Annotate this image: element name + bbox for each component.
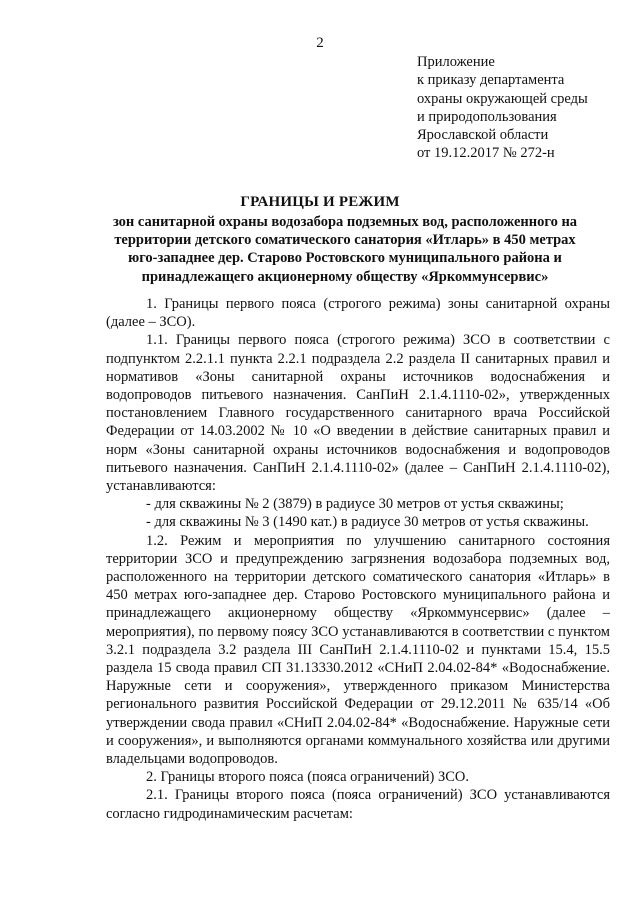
- paragraph: 2. Границы второго пояса (пояса ограничений) ЗСО.: [146, 769, 470, 786]
- paragraph: 1.1. Границы первого пояса (строгого режима) ЗСО в соответствии с подпунктом 2.2.1.1 пункта 2.2.1 подраздела 2.2 раздела II санитарных правил и нормативов «Зоны санитарной охраны источников водоснабжения и водопроводов питьевого назначения. СанПиН 2.1.4.1110-02», утвержденных постановлением Главного государственного санитарного врача Российской Федерации от 14.03.2002 № 10 «О введении в действие санитарных правил и норм «Зоны санитарной охраны источников водоснабжения и водопроводов питьевого назначения. СанПиН 2.1.4.1110-02» (далее – СанПиН 2.1.4.1110-02), устанавливаются:: [106, 332, 610, 495]
- list-item: - для скважины № 2 (3879) в радиусе 30 метров от устья скважины;: [146, 496, 564, 513]
- paragraph: 1.2. Режим и мероприятия по улучшению санитарного состояния территории ЗСО и предупреждению загрязнения водозабора подземных вод, расположенного на территории детского соматического санатория «Итларь» в 450 метрах юго-западнее дер. Старово Ростовского муниципального района и принадлежащего акционерному обществу «Яркоммунсервис» (далее – мероприятия), по первому поясу ЗСО устанавливаются в соответствии с пунктом 3.2.1 подраздела 3.2 раздела III СанПиН 2.1.4.1110-02 и пунктами 15.4, 15.5 раздела 15 свода правил СП 31.13330.2012 «СНиП 2.04.02-84* «Водоснабжение. Наружные сети и сооружения», утвержденного приказом Министерства регионального развития Российской Федерации от 29.12.2011 № 635/14 «Об утверждении свода правил «СНиП 2.04.02-84* «Водоснабжение. Наружные сети и сооружения», и выполняются органами коммунального хозяйства или другими владельцами водопроводов.: [106, 532, 610, 768]
- appendix-header: [417, 53, 632, 163]
- document-subtitle: зон санитарной охраны водозабора подземных вод, расположенного на территории детского соматического санатория «Итларь» в 450 метрах юго-западнее дер. Старово Ростовского муниципального района и принадлежащего акционерному обществу «Яркоммунсервис»: [112, 214, 578, 285]
- appendix-line: Приложение: [417, 54, 495, 70]
- paragraph: 2.1. Границы второго пояса (пояса ограничений) ЗСО устанавливаются согласно гидродинамическим расчетам:: [106, 787, 610, 822]
- appendix-line: от 19.12.2017 № 272-н: [417, 145, 555, 162]
- appendix-line: и природопользования: [417, 108, 557, 125]
- page-number: 2: [316, 35, 324, 51]
- appendix-line: к приказу департамента: [417, 72, 565, 89]
- document-title: ГРАНИЦЫ И РЕЖИМ: [240, 194, 400, 210]
- list-item: - для скважины № 3 (1490 кат.) в радиусе 30 метров от устья скважины.: [146, 514, 589, 531]
- appendix-line: охраны окружающей среды: [417, 90, 588, 107]
- document-body: [106, 295, 610, 823]
- appendix-line: Ярославской области: [417, 127, 549, 144]
- paragraph: 1. Границы первого пояса (строгого режима) зоны санитарной охраны (далее – ЗСО).: [106, 296, 610, 331]
